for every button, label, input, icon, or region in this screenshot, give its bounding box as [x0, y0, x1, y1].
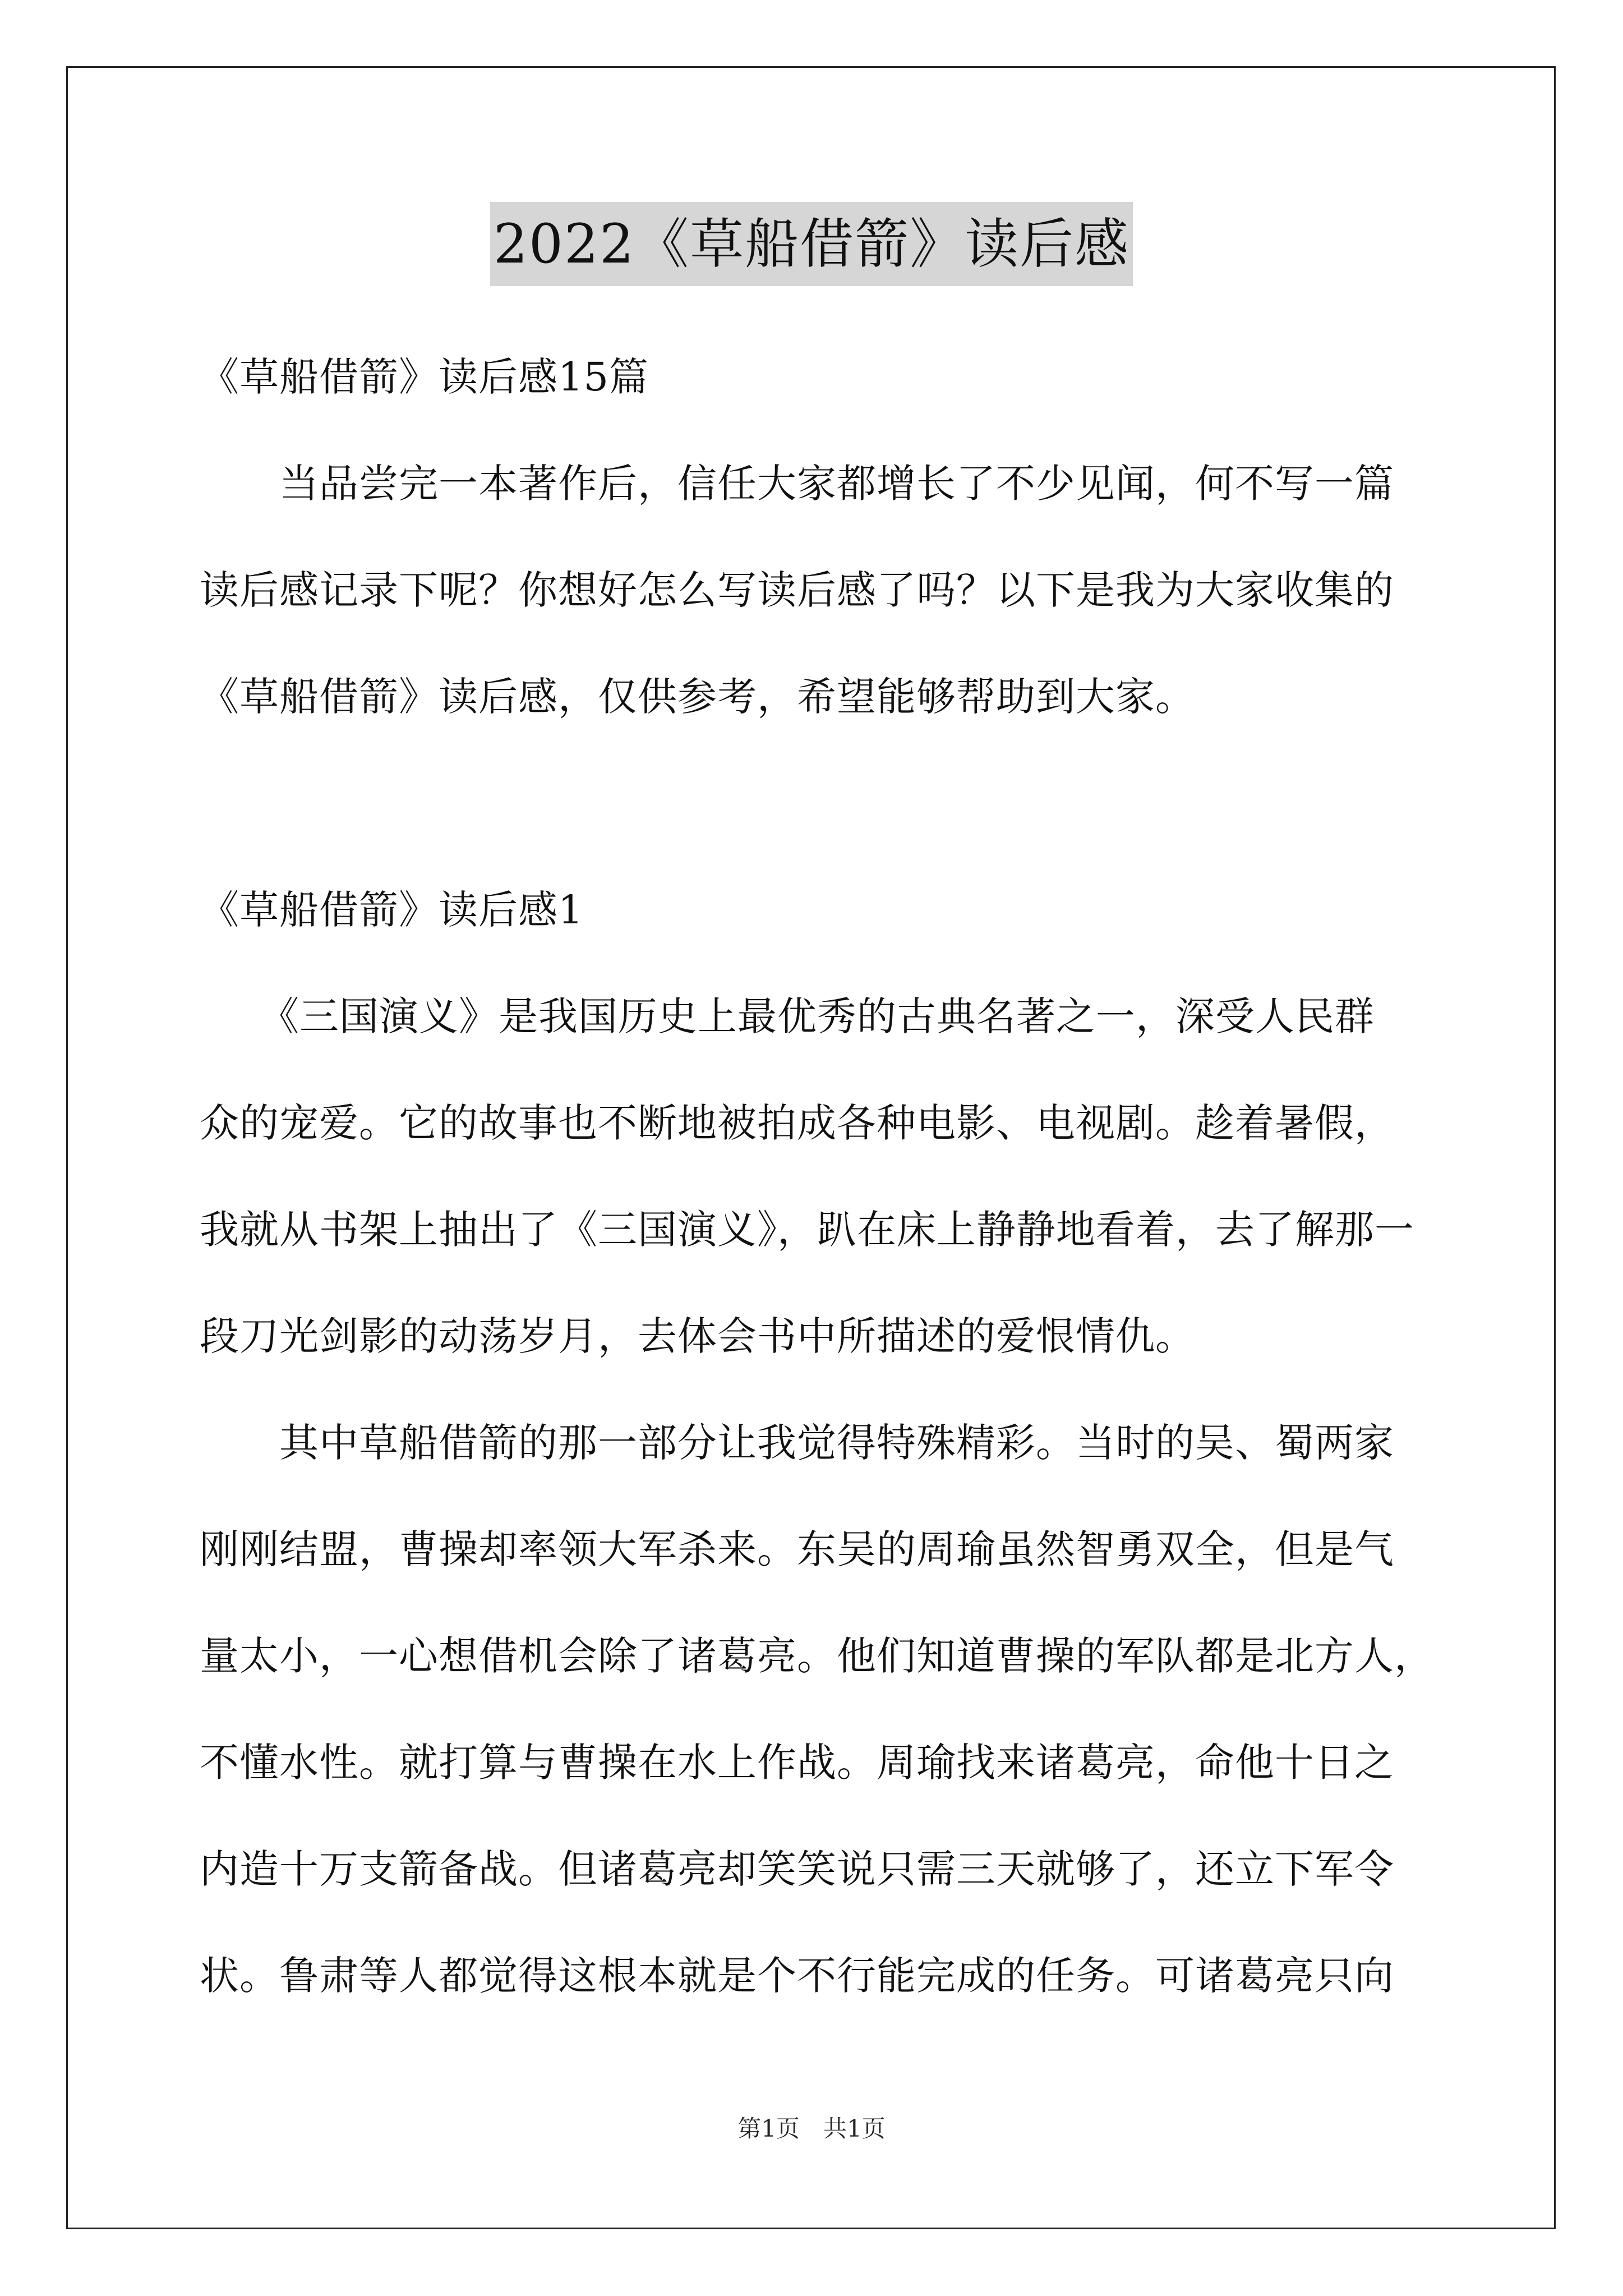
- body-line-3: 我就从书架上抽出了《三国演义》，趴在床上静静地看着，去了解那一: [200, 1207, 1414, 1253]
- section-heading-1: 《草船借箭》读后感1: [200, 887, 584, 933]
- page-footer: 第1页 共1页: [737, 2115, 886, 2142]
- body-line-2: 众的宠爱。它的故事也不断地被拍成各种电影、电视剧。趁着暑假，: [200, 1100, 1394, 1146]
- body-line-9: 内造十万支箭备战。但诸葛亮却笑笑说只需三天就够了，还立下军令: [200, 1846, 1394, 1892]
- body-line-8: 不懂水性。就打算与曹操在水上作战。周瑜找来诸葛亮，命他十日之: [200, 1740, 1394, 1786]
- body-line-1: 《三国演义》是我国历史上最优秀的古典名著之一，深受人民群: [200, 993, 1375, 1039]
- intro-line-3: 《草船借箭》读后感，仅供参考，希望能够帮助到大家。: [200, 674, 1195, 720]
- document-title: 2022《草船借箭》读后感: [490, 202, 1133, 286]
- body-line-4: 段刀光剑影的动荡岁月，去体会书中所描述的爱恨情仇。: [200, 1313, 1195, 1359]
- body-line-6: 刚刚结盟，曹操却率领大军杀来。东吴的周瑜虽然智勇双全，但是气: [200, 1526, 1394, 1572]
- title-container: [0, 202, 1623, 286]
- intro-line-2: 读后感记录下呢？你想好怎么写读后感了吗？以下是我为大家收集的: [200, 567, 1394, 613]
- body-line-5: 其中草船借箭的那一部分让我觉得特殊精彩。当时的吴、蜀两家: [200, 1420, 1394, 1466]
- body-line-7: 量太小，一心想借机会除了诸葛亮。他们知道曹操的军队都是北方人，: [200, 1633, 1434, 1679]
- subtitle-line: 《草船借箭》读后感15篇: [200, 354, 649, 400]
- intro-line-1: 当品尝完一本著作后，信任大家都增长了不少见闻，何不写一篇: [200, 461, 1394, 507]
- body-line-10: 状。鲁肃等人都觉得这根本就是个不行能完成的任务。可诸葛亮只向: [200, 1953, 1394, 1999]
